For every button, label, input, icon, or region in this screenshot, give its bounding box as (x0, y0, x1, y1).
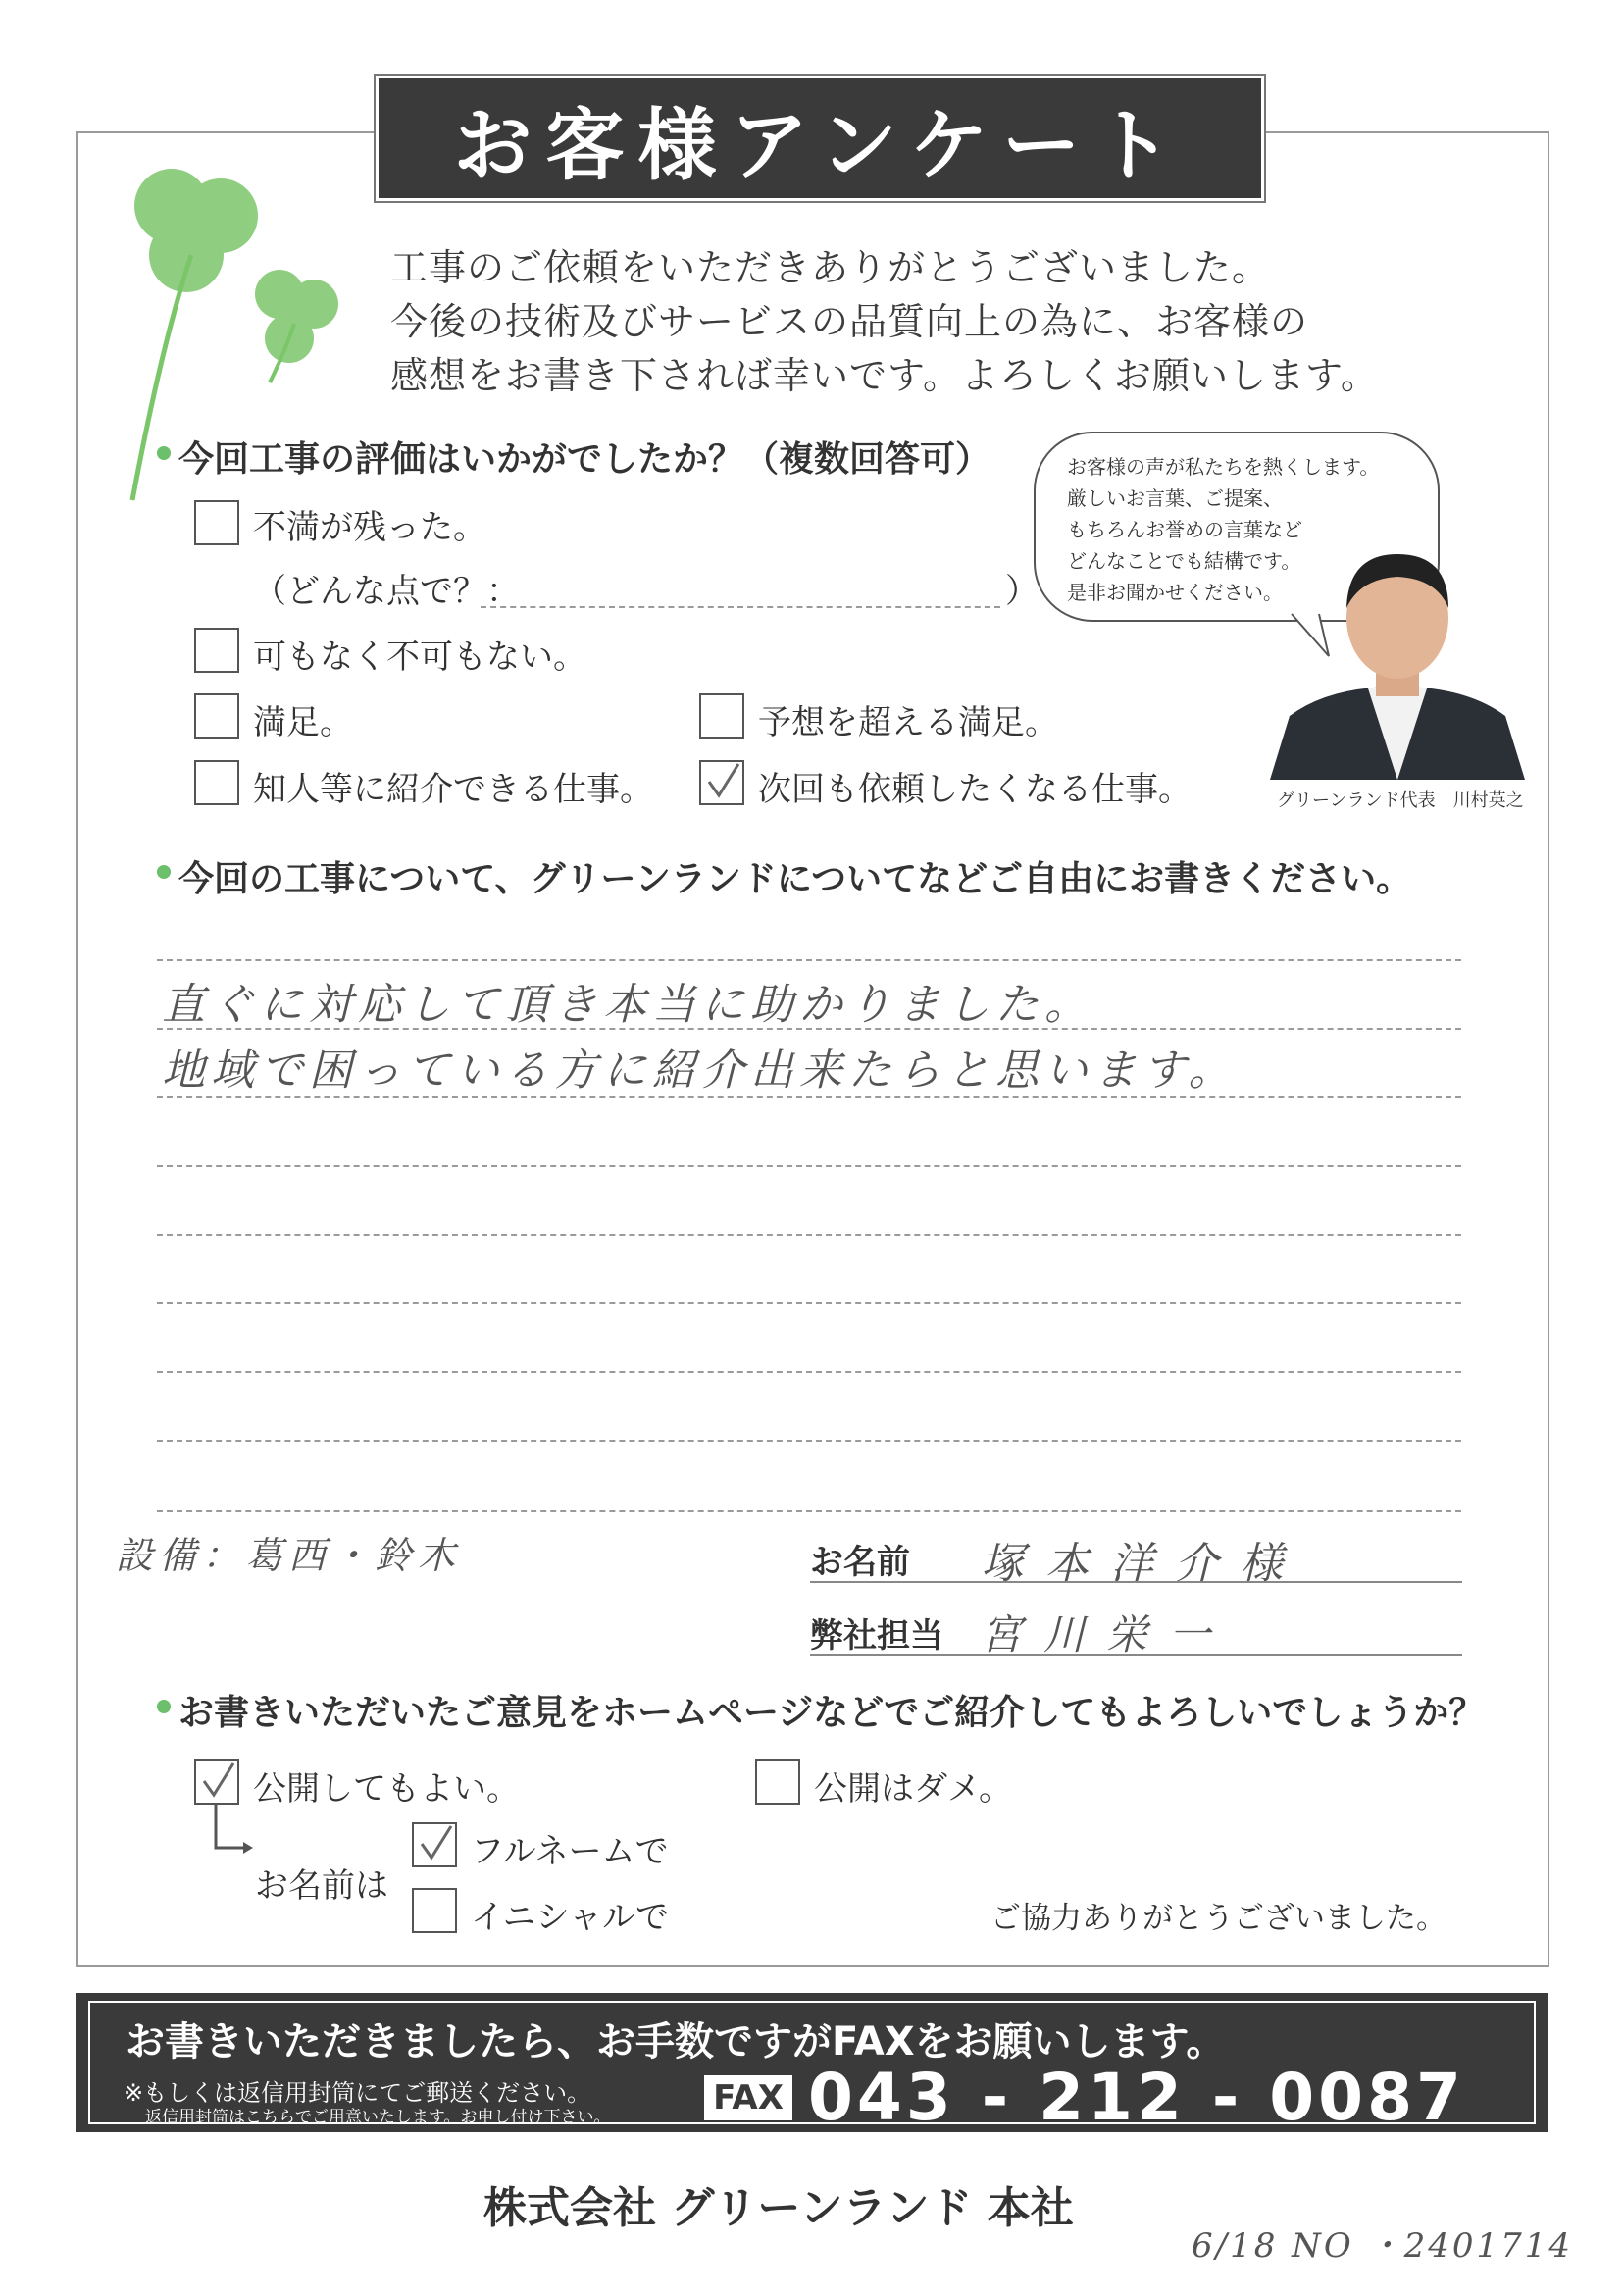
q1-option-2-label: 可もなく不可もない。 (253, 637, 586, 677)
representative-photo (1270, 539, 1525, 780)
fax-number: 043 - 212 - 0087 (808, 2060, 1465, 2135)
answer-line (157, 1510, 1461, 1512)
q1-option-6-label: 次回も依頼したくなる仕事。 (758, 770, 1192, 809)
answer-line (157, 1302, 1461, 1304)
fax-main-text: お書きいただきましたら、お手数ですがFAXをお願いします。 (126, 2019, 1226, 2065)
bubble-line: どんなことでも結構です。 (1067, 549, 1301, 573)
bullet-icon (157, 865, 171, 879)
initial-label: イニシャルで (471, 1898, 669, 1937)
initial-checkbox[interactable] (412, 1888, 457, 1933)
check-icon (416, 1824, 455, 1865)
bubble-line: 厳しいお言葉、ご提案、 (1067, 486, 1283, 510)
intro-line-1: 工事のご依頼をいただきありがとうございました。 (390, 246, 1271, 289)
q1-option-4-label: 予想を超える満足。 (758, 703, 1058, 742)
page-title: お客様アンケート (453, 99, 1187, 191)
name-label: お名前 (810, 1543, 910, 1582)
q1-option-2-checkbox[interactable] (194, 628, 239, 673)
arrow-icon (208, 1805, 257, 1863)
publish-ng-label: 公開はダメ。 (814, 1769, 1012, 1809)
fax-label-badge: FAX (704, 2075, 792, 2120)
q2-heading: 今回の工事について、グリーンランドについてなどご自由にお書きください。 (178, 859, 1412, 899)
fax-banner (76, 1993, 1548, 2135)
name-display-prefix: お名前は (255, 1866, 388, 1906)
q1-option-5-label: 知人等に紹介できる仕事。 (253, 770, 653, 809)
check-icon (703, 762, 742, 803)
publish-ok-checkbox[interactable] (194, 1759, 239, 1805)
answer-text-line-1: 直ぐに対応して頂き本当に助かりました。 (162, 980, 1093, 1030)
company-name: 株式会社 グリーンランド 本社 (483, 2183, 1074, 2233)
name-value: 塚本洋介様 (981, 1539, 1304, 1589)
q1-heading: 今回工事の評価はいかがでしたか？（複数回答可） (178, 439, 991, 480)
q1-option-1-checkbox[interactable] (194, 500, 239, 545)
representative-caption: グリーンランド代表 川村英之 (1277, 790, 1524, 811)
q1-option-5-checkbox[interactable] (194, 760, 239, 805)
answer-line (157, 1234, 1461, 1236)
intro-line-2: 今後の技術及びサービスの品質向上の為に、お客様の (390, 300, 1309, 343)
q1-reason-input[interactable] (481, 606, 1000, 608)
q1-reason-prefix: （どんな点で？： (253, 572, 520, 611)
bullet-icon (157, 446, 171, 460)
fax-note-2: 返信用封筒はこちらでご用意いたします。お申し付け下さい。 (145, 2108, 611, 2127)
staff-underline (810, 1654, 1462, 1656)
bubble-line: 是非お聞かせください。 (1067, 581, 1283, 604)
q1-reason-suffix: ） (1005, 572, 1039, 611)
q1-option-3-label: 満足。 (253, 703, 353, 742)
name-underline (810, 1581, 1462, 1583)
fax-note-1: ※もしくは返信用封筒にてご郵送ください。 (124, 2079, 591, 2107)
q3-heading: お書きいただいたご意見をホームページなどでご紹介してもよろしいでしょうか？ (178, 1693, 1485, 1733)
publish-ok-label: 公開してもよい。 (253, 1769, 520, 1809)
staff-label: 弊社担当 (810, 1616, 943, 1656)
bubble-line: もちろんお誉めの言葉など (1067, 518, 1302, 541)
bullet-icon (157, 1700, 171, 1713)
bubble-line: お客様の声が私たちを熱くします。 (1067, 455, 1380, 479)
intro-line-3: 感想をお書き下されば幸いです。よろしくお願いします。 (390, 354, 1379, 397)
handwritten-note: 設備：葛西・鈴木 (116, 1534, 462, 1577)
staff-value: 宮川栄一 (981, 1610, 1233, 1658)
receipt-stamp: 6/18 NO ・2401714 (1192, 2226, 1574, 2266)
fullname-label: フルネームで (471, 1832, 669, 1871)
fullname-checkbox[interactable] (412, 1822, 457, 1867)
answer-line (157, 959, 1461, 961)
answer-line (157, 1165, 1461, 1167)
check-icon (198, 1761, 237, 1803)
thanks-text: ご協力ありがとうございました。 (990, 1901, 1446, 1936)
title-banner (376, 76, 1264, 201)
q1-option-1-label: 不満が残った。 (253, 508, 486, 547)
answer-line (157, 1371, 1461, 1373)
q1-option-6-checkbox[interactable] (699, 760, 744, 805)
q1-option-3-checkbox[interactable] (194, 693, 239, 739)
answer-line (157, 1440, 1461, 1442)
q1-option-4-checkbox[interactable] (699, 693, 744, 739)
answer-text-line-2: 地域で困っている方に紹介出来たらと思います。 (162, 1045, 1238, 1096)
publish-ng-checkbox[interactable] (755, 1759, 800, 1805)
